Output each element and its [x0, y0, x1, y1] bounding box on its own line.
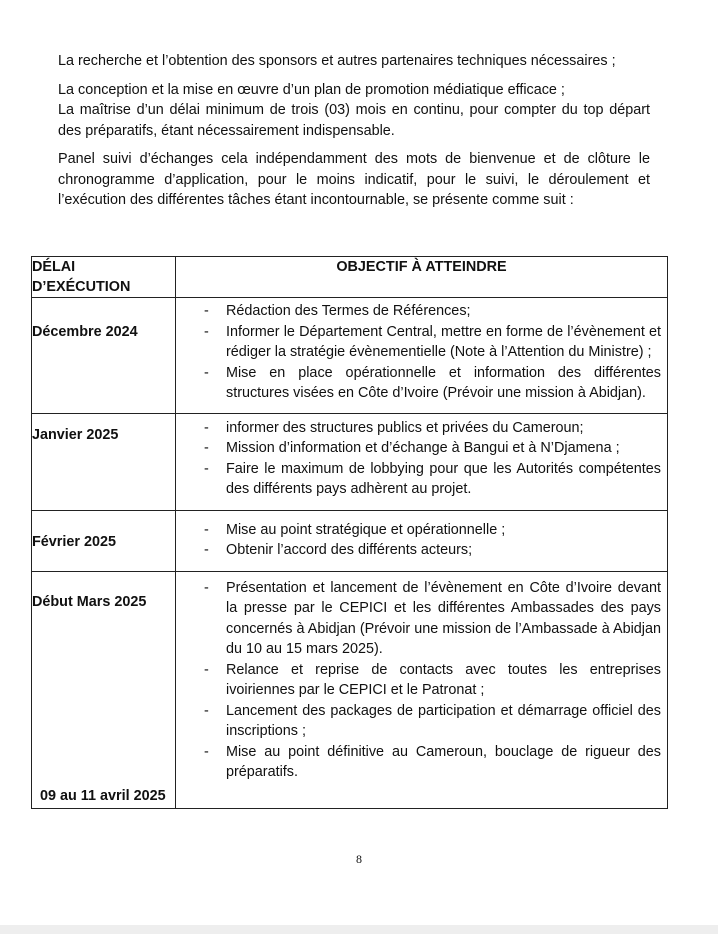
- row-date: Janvier 2025: [32, 413, 176, 510]
- intro-paragraph: La conception et la mise en œuvre d’un plan de promotion médiatique efficace ;: [58, 81, 565, 98]
- row-date: Début Mars 2025: [32, 593, 147, 610]
- table-row: [32, 413, 668, 510]
- list-item: - Informer le Département Central, mettre en forme de l’évènement et rédiger la stratégie évènementielle (Note à l’Attention du Ministre) ;: [204, 323, 661, 360]
- list-item: - Mise au point définitive au Cameroun, bouclage de rigueur des préparatifs.: [204, 743, 661, 780]
- list-item: - Relance et reprise de contacts avec toutes les entreprises ivoiriennes par le CEPICI et le Patronat ;: [204, 661, 661, 698]
- list-item: - Lancement des packages de participation et démarrage officiel des inscriptions ;: [204, 702, 661, 739]
- list-item: - informer des structures publics et privées du Cameroun;: [204, 419, 584, 436]
- row-date-cell: [32, 571, 176, 808]
- list-item: - Obtenir l’accord des différents acteurs;: [204, 542, 473, 558]
- table-row: [32, 298, 668, 414]
- row-objectives: [176, 510, 668, 571]
- row-objectives: [176, 298, 668, 414]
- list-item: - Rédaction des Termes de Références;: [204, 303, 471, 319]
- intro-paragraph: La maîtrise d’un délai minimum de trois (03) mois en continu, pour compter du top départ des préparatifs, étant nécessairement indispensable.: [58, 102, 650, 139]
- list-item: - Mise au point stratégique et opérationnelle ;: [204, 521, 506, 538]
- list-item: - Mission d’information et d’échange à Bangui et à N’Djamena ;: [204, 440, 620, 456]
- table-row: [32, 571, 668, 808]
- intro-text: [58, 51, 650, 211]
- row-date: Décembre 2024: [32, 298, 176, 414]
- intro-paragraph: Panel suivi d’échanges cela indépendamment des mots de bienvenue et de clôture le chronogramme d’application, pour le moins indicatif, pour le suivi, le déroulement et l’exécution des différentes tâches étant incontournable, se présente comme suit :: [58, 151, 650, 208]
- list-item: - Présentation et lancement de l’évènement en Côte d’Ivoire devant la presse par le CEPICI et les différentes Ambassades des pays concernés à Abidjan (Prévoir une mission de l’Ambassade à Abidjan du 10 au 15 mars 2025).: [204, 579, 661, 657]
- list-item: - Faire le maximum de lobbying pour que les Autorités compétentes des différents pays adhèrent au projet.: [204, 460, 661, 497]
- row-objectives: [176, 571, 668, 808]
- intro-paragraph: La recherche et l’obtention des sponsors et autres partenaires techniques nécessaires ;: [58, 53, 616, 69]
- schedule-table: [31, 256, 668, 809]
- row-date: Février 2025: [32, 510, 176, 571]
- page-number: 8: [356, 852, 362, 866]
- header-objectif: OBJECTIF À ATTEINDRE: [176, 257, 668, 298]
- table-row: [32, 510, 668, 571]
- list-item: - Mise en place opérationnelle et information des différentes structures visées en Côte d’Ivoire (Prévoir une mission à Abidjan).: [204, 364, 661, 401]
- viewer-bottom-edge: [0, 925, 718, 934]
- header-delai: DÉLAI D’EXÉCUTION: [32, 257, 176, 298]
- row-date-end: 09 au 11 avril 2025: [40, 788, 166, 804]
- table-header-row: [32, 257, 668, 298]
- row-objectives: [176, 413, 668, 510]
